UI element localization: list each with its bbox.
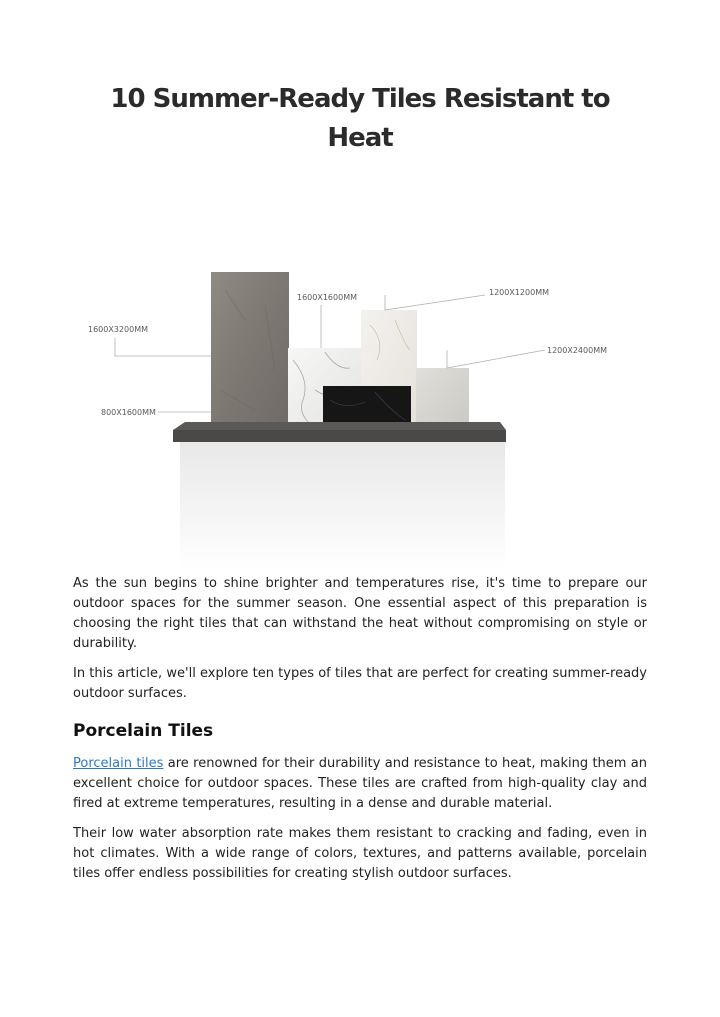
tile-display-image bbox=[75, 250, 645, 570]
porcelain-paragraph-1 bbox=[73, 754, 647, 814]
display-shelf bbox=[173, 422, 506, 442]
dimension-label-800x1600: 800X1600MM bbox=[101, 408, 156, 417]
dimension-label-1600x1600: 1600X1600MM bbox=[297, 293, 358, 302]
tile-display-illustration bbox=[75, 250, 645, 570]
section-heading-porcelain: Porcelain Tiles bbox=[73, 721, 214, 741]
page-title: 10 Summer-Ready Tiles Resistant to Heat bbox=[110, 84, 610, 153]
porcelain-tiles-link[interactable]: Porcelain tiles bbox=[73, 756, 164, 771]
dimension-label-1200x1200: 1200X1200MM bbox=[489, 288, 550, 297]
large-grey-slab bbox=[211, 272, 289, 432]
intro-paragraph-2: In this article, we'll explore ten types of tiles that are perfect for creating summer-ready outdoor surfaces. bbox=[73, 666, 647, 701]
porcelain-paragraph-1-text: are renowned for their durability and resistance to heat, making them an excellent choice for outdoor spaces. These tiles are crafted from high-quality clay and fired at extreme temperatures, resulting in a dense and durable material. bbox=[73, 756, 648, 811]
intro-paragraph: As the sun begins to shine brighter and temperatures rise, it's time to prepare our outdoor spaces for the summer season. One essential aspect of this preparation is choosing the right tiles that can withstand the heat without compromising on style or durability. bbox=[73, 576, 647, 651]
porcelain-paragraph-2: Their low water absorption rate makes them resistant to cracking and fading, even in hot climates. With a wide range of colors, textures, and patterns available, porcelain tiles offer endless possibilities for creating stylish outdoor surfaces. bbox=[73, 826, 647, 881]
dimension-label-1600x3200: 1600X3200MM bbox=[88, 325, 149, 334]
article-body bbox=[73, 574, 647, 894]
floor-reflection bbox=[180, 442, 505, 570]
dimension-label-1200x2400: 1200X2400MM bbox=[547, 346, 608, 355]
